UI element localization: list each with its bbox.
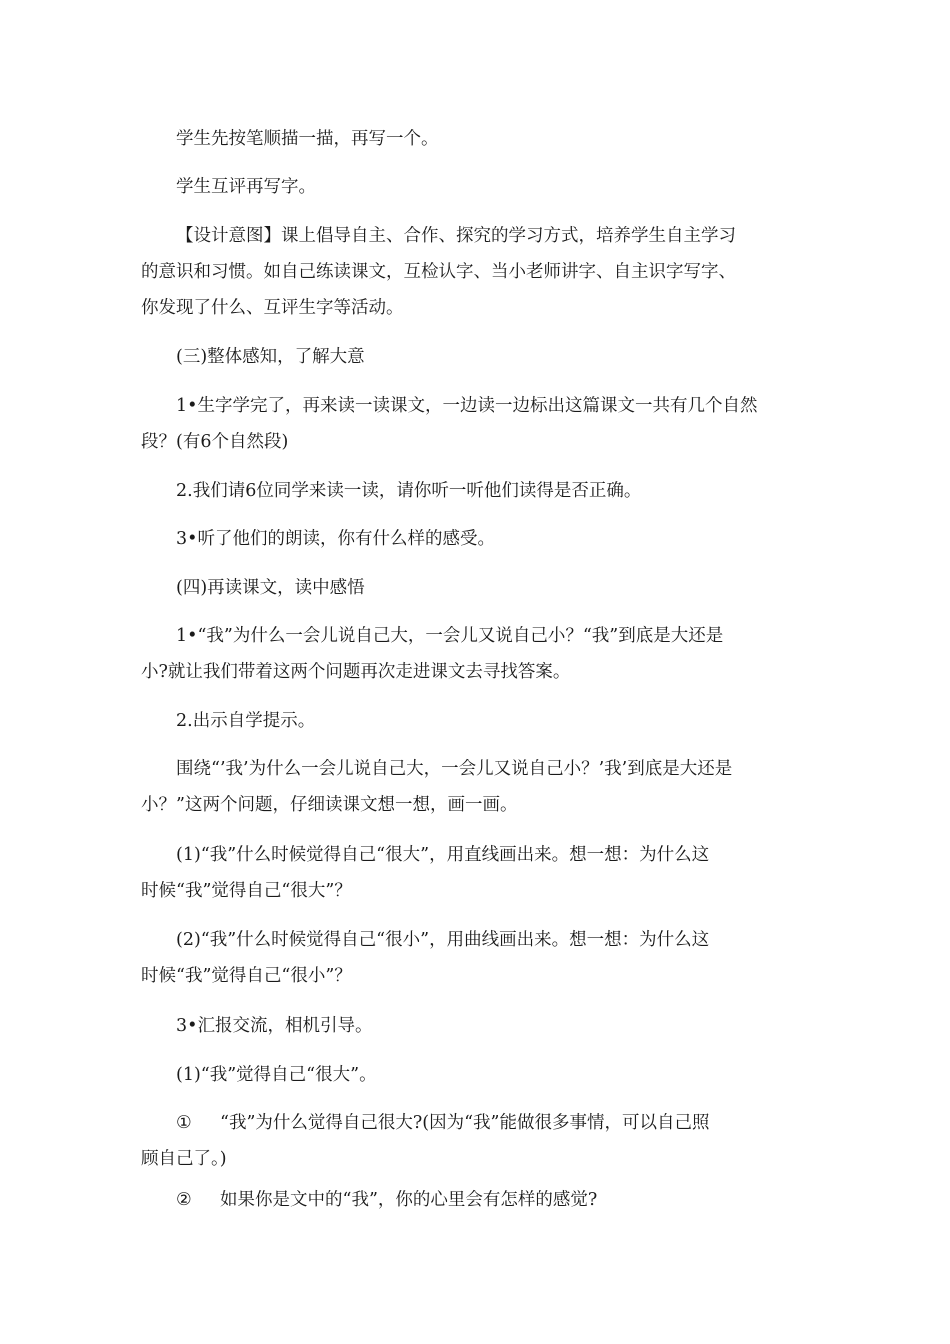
paragraph-line: (1)“我”觉得自己“很大”。 <box>176 1065 377 1085</box>
paragraph-line: 段？(有6个自然段) <box>141 432 289 452</box>
paragraph-line: (四)再读课文，读中感悟 <box>176 578 365 598</box>
self-study-prompt <box>141 751 811 823</box>
paragraph-line: 2.我们请6位同学来读一读，请你听一听他们读得是否正确。 <box>176 481 642 501</box>
section-heading-4 <box>141 570 811 606</box>
paragraph-line: 小?就让我们带着这两个问题再次走进课文去寻找答案。 <box>141 662 571 682</box>
item-marker: ② <box>176 1190 192 1210</box>
paragraph-line <box>141 1105 811 1141</box>
paragraph-step-4-2 <box>141 703 811 739</box>
circled-item-1 <box>141 1105 811 1177</box>
item-marker: ① <box>176 1113 192 1133</box>
paragraph-line: 围绕“’我’为什么一会儿说自己大，一会儿又说自己小？’我’到底是大还是 <box>176 759 733 779</box>
paragraph-line: 学生先按笔顺描一描，再写一个。 <box>176 129 439 149</box>
paragraph-line: (三)整体感知，了解大意 <box>176 347 365 367</box>
paragraph-step-2 <box>141 473 811 509</box>
paragraph-line: 3•听了他们的朗读，你有什么样的感受。 <box>176 529 495 549</box>
section-heading-3 <box>141 339 811 375</box>
paragraph-line: 的意识和习惯。如自己练读课文，互检认字、当小老师讲字、自主识字写字、 <box>141 262 736 282</box>
paragraph-line: 顾自己了。) <box>141 1149 227 1169</box>
paragraph-line: 时候“我”觉得自己“很大”？ <box>141 881 352 901</box>
paragraph-1 <box>141 121 811 157</box>
report-item-1 <box>141 1057 811 1093</box>
paragraph-line: 1•“我”为什么一会儿说自己大，一会儿又说自己小？“我”到底是大还是 <box>176 626 724 646</box>
paragraph-line: 你发现了什么、互评生字等活动。 <box>141 298 404 318</box>
circled-item-2 <box>141 1182 811 1218</box>
paragraph-step-3 <box>141 521 811 557</box>
paragraph-line: 时候“我”觉得自己“很小”？ <box>141 966 352 986</box>
paragraph-2 <box>141 169 811 205</box>
paragraph-line: 2.出示自学提示。 <box>176 711 316 731</box>
paragraph-step-1 <box>141 388 811 460</box>
prompt-item-1 <box>141 837 811 909</box>
item-text: 如果你是文中的“我”，你的心里会有怎样的感觉? <box>220 1190 598 1210</box>
paragraph-line: 小？”这两个问题，仔细读课文想一想，画一画。 <box>141 795 518 815</box>
paragraph-line <box>141 1182 811 1218</box>
paragraph-line: 1•生字学完了，再来读一读课文，一边读一边标出这篇课文一共有几个自然 <box>176 396 758 416</box>
paragraph-step-4-3 <box>141 1008 811 1044</box>
prompt-item-2 <box>141 922 811 994</box>
item-text: “我”为什么觉得自己很大?(因为“我”能做很多事情，可以自己照 <box>220 1113 710 1133</box>
paragraph-line: (1)“我”什么时候觉得自己“很大”，用直线画出来。想一想：为什么这 <box>176 845 710 865</box>
design-intent-paragraph <box>141 218 811 326</box>
paragraph-line: 【设计意图】课上倡导自主、合作、探究的学习方式，培养学生自主学习 <box>176 226 736 246</box>
paragraph-line: 学生互评再写字。 <box>176 177 316 197</box>
paragraph-step-4-1 <box>141 618 811 690</box>
paragraph-line: (2)“我”什么时候觉得自己“很小”，用曲线画出来。想一想：为什么这 <box>176 930 710 950</box>
paragraph-line: 3•汇报交流，相机引导。 <box>176 1016 373 1036</box>
